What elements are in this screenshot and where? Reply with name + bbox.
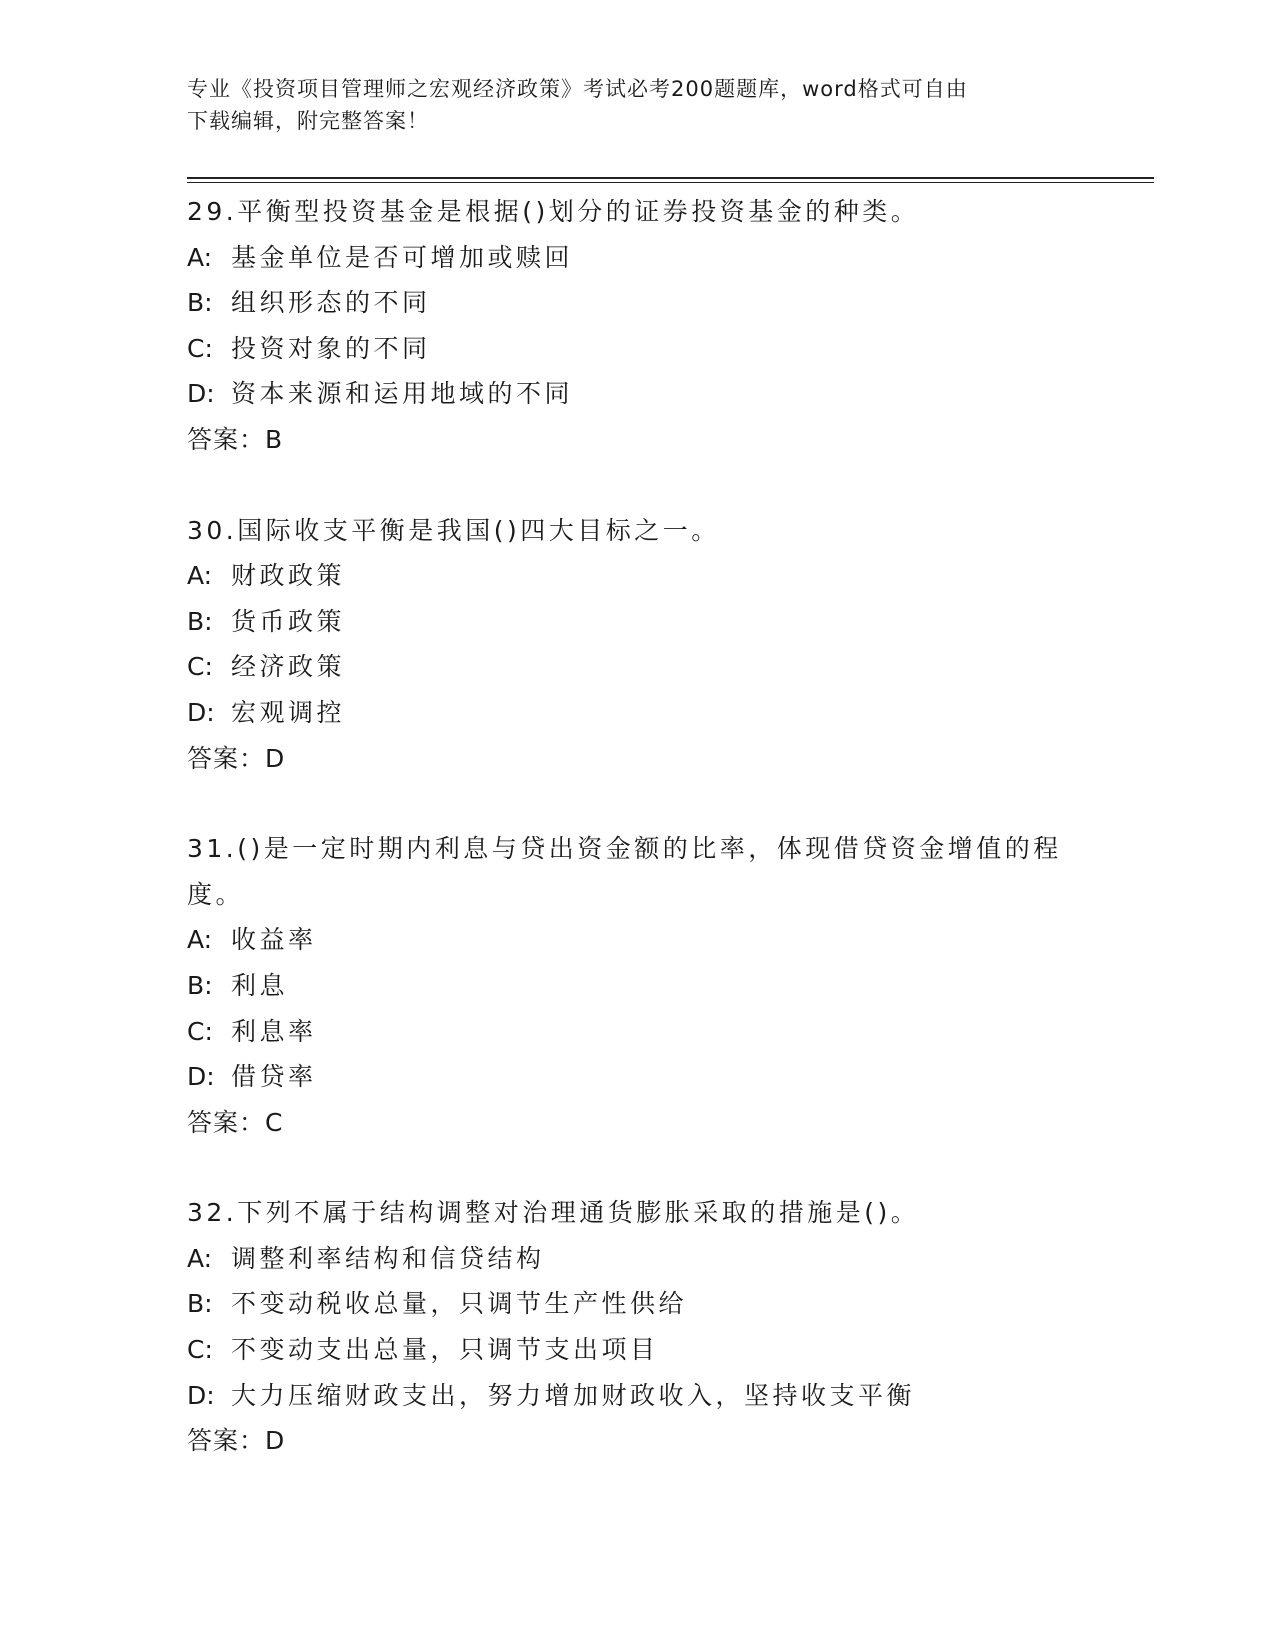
question-stem: 29.平衡型投资基金是根据()划分的证券投资基金的种类。 — [187, 197, 920, 226]
option-a — [187, 917, 1087, 963]
option-text: 利息率 — [231, 1016, 317, 1046]
option-label: D: — [187, 379, 215, 409]
option-b — [187, 1281, 1087, 1327]
option-label: D: — [187, 1062, 215, 1092]
option-text: 大力压缩财政支出，努力增加财政收入，坚持收支平衡 — [231, 1380, 916, 1410]
option-text: 经济政策 — [231, 652, 346, 682]
option-label: A: — [187, 561, 213, 591]
option-text: 基金单位是否可增加或赎回 — [231, 242, 574, 272]
option-text: 组织形态的不同 — [231, 288, 431, 318]
document-intro — [187, 73, 1067, 137]
option-text: 财政政策 — [231, 561, 346, 591]
option-d — [187, 371, 1087, 417]
option-text: 利息 — [231, 970, 289, 1000]
question-32 — [187, 1190, 1087, 1464]
header-divider-thick — [187, 177, 1154, 179]
option-a — [187, 1236, 1087, 1282]
answer-line: 答案：D — [187, 743, 286, 773]
option-label: A: — [187, 925, 213, 955]
option-label: B: — [187, 288, 213, 318]
question-stem: 32.下列不属于结构调整对治理通货膨胀采取的措施是()。 — [187, 1198, 920, 1228]
option-c — [187, 326, 1087, 372]
question-31 — [187, 826, 1087, 1145]
option-a — [187, 553, 1087, 599]
option-a — [187, 235, 1087, 281]
intro-line-1: 专业《投资项目管理师之宏观经济政策》考试必考200题题库，word格式可自由 — [187, 77, 968, 101]
option-text: 货币政策 — [231, 606, 346, 636]
option-label: B: — [187, 606, 213, 636]
option-text: 投资对象的不同 — [231, 333, 431, 363]
option-b — [187, 599, 1087, 645]
header-divider-thin — [187, 182, 1154, 183]
option-text: 调整利率结构和信贷结构 — [231, 1243, 545, 1273]
option-d — [187, 1054, 1087, 1100]
question-list — [187, 189, 1087, 1509]
option-c — [187, 1327, 1087, 1373]
option-label: D: — [187, 697, 215, 727]
option-text: 不变动支出总量，只调节支出项目 — [231, 1335, 659, 1365]
option-label: C: — [187, 1016, 213, 1046]
intro-line-2: 下载编辑，附完整答案！ — [187, 109, 429, 133]
option-label: D: — [187, 1380, 215, 1410]
option-text: 宏观调控 — [231, 697, 346, 727]
option-b — [187, 280, 1087, 326]
option-text: 借贷率 — [231, 1062, 317, 1092]
option-label: C: — [187, 333, 213, 363]
option-label: B: — [187, 1289, 213, 1319]
question-30 — [187, 508, 1087, 782]
answer-line: 答案：B — [187, 424, 284, 454]
answer-line: 答案：D — [187, 1426, 286, 1456]
option-c — [187, 644, 1087, 690]
option-text: 收益率 — [231, 925, 317, 955]
question-stem: 30.国际收支平衡是我国()四大目标之一。 — [187, 515, 720, 545]
option-label: A: — [187, 1243, 213, 1273]
option-label: C: — [187, 1335, 213, 1365]
option-label: C: — [187, 652, 213, 682]
answer-line: 答案：C — [187, 1107, 284, 1137]
option-d — [187, 1373, 1087, 1419]
option-b — [187, 963, 1087, 1009]
option-c — [187, 1009, 1087, 1055]
question-stem: 31.()是一定时期内利息与贷出资金额的比率，体现借贷资金增值的程 — [187, 834, 1062, 864]
option-text: 不变动税收总量，只调节生产性供给 — [231, 1289, 688, 1319]
option-label: B: — [187, 970, 213, 1000]
option-text: 资本来源和运用地域的不同 — [231, 379, 574, 409]
question-stem-continued: 度。 — [187, 879, 245, 909]
question-29 — [187, 189, 1087, 463]
option-label: A: — [187, 242, 213, 272]
option-d — [187, 690, 1087, 736]
